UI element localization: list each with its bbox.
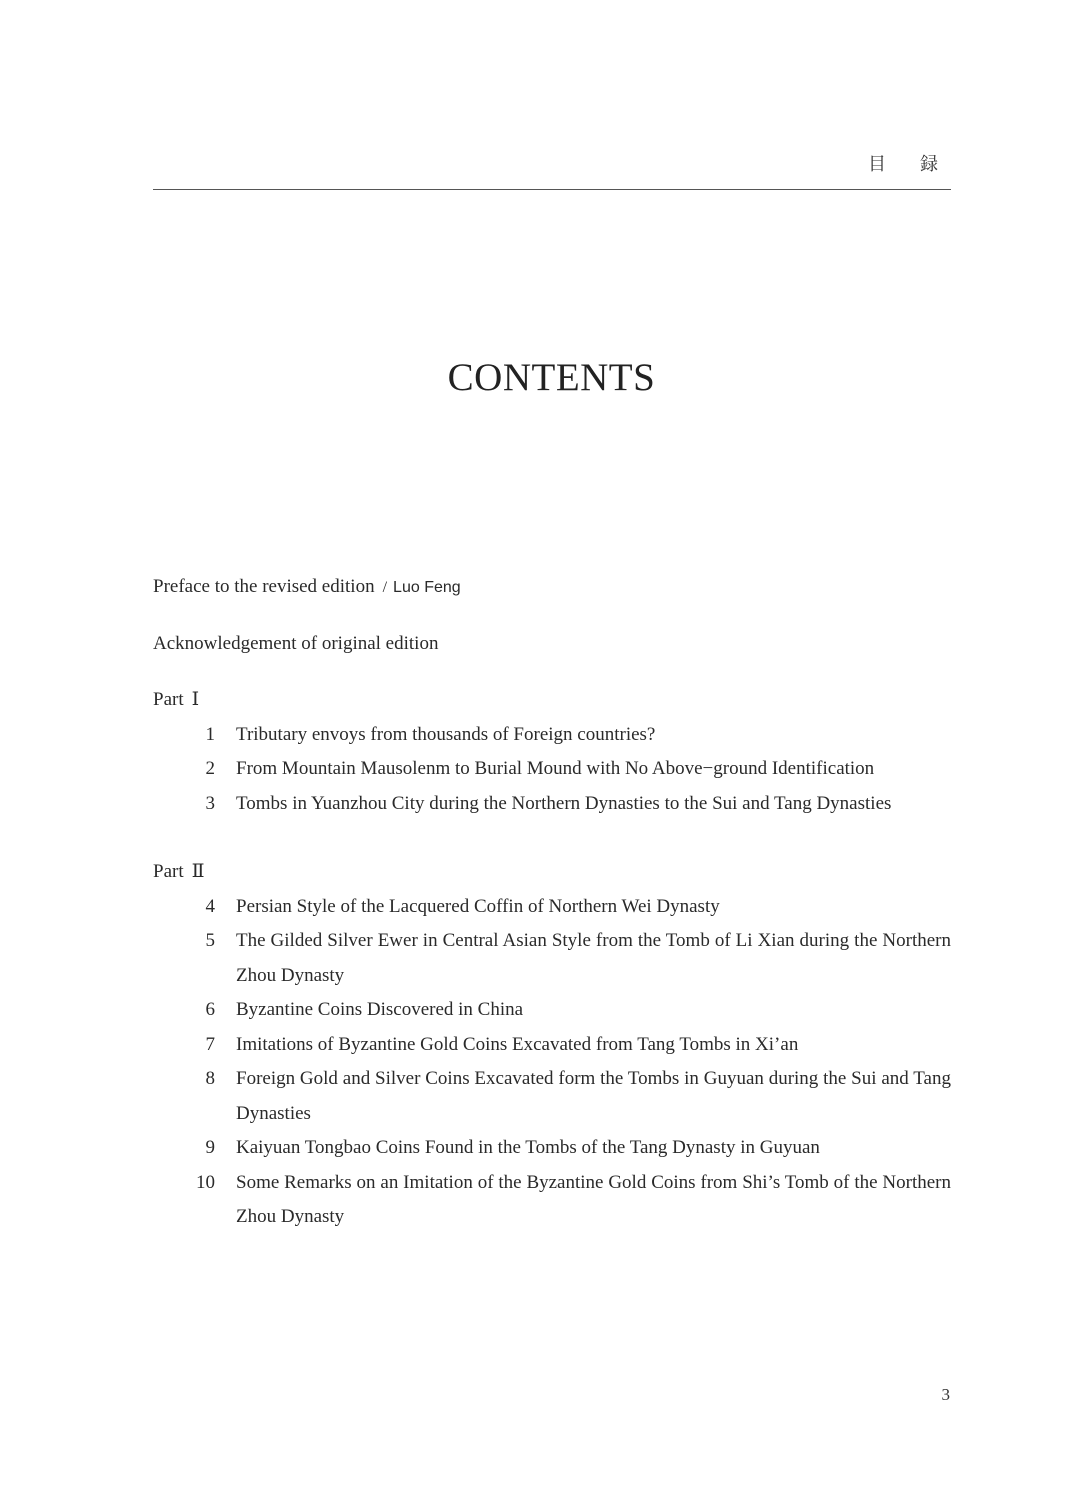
chapter-title: Kaiyuan Tongbao Coins Found in the Tombs of the Tang Dynasty in Guyuan [236,1137,820,1158]
part-numeral: Ⅱ [191,861,205,882]
acknowledgement-label: Acknowledgement of original edition [153,632,439,654]
part-heading-1 [153,683,951,718]
running-header-left: 目 [868,154,886,174]
part-numeral: Ⅰ [191,689,200,710]
chapter-title: Tombs in Yuanzhou City during the Northern Dynasties to the Sui and Tang Dynasties [236,792,892,814]
part-label: Part [153,689,184,710]
preface-label: Preface to the revised edition [153,576,375,597]
chapter-number: 6 [205,999,215,1020]
toc-entry[interactable] [153,1028,951,1063]
toc-entry[interactable] [153,1062,951,1131]
chapter-number: 3 [205,792,215,814]
table-of-contents [153,570,951,1235]
page-title: CONTENTS [447,356,656,399]
page-number: 3 [941,1385,950,1404]
chapter-title: Persian Style of the Lacquered Coffin of Northern Wei Dynasty [236,895,720,917]
toc-entry[interactable] [153,1166,951,1235]
toc-preface[interactable] [153,570,951,605]
toc-acknowledgement[interactable] [153,627,951,662]
chapter-number: 2 [205,758,215,779]
running-header [868,150,938,176]
preface-author: Luo Feng [393,579,461,596]
running-header-right: 録 [920,154,938,174]
chapter-number: 5 [205,930,215,951]
chapter-number: 8 [205,1068,215,1089]
part-label: Part [153,861,184,882]
chapter-title: Imitations of Byzantine Gold Coins Excavated from Tang Tombs in Xi’an [236,1033,799,1055]
toc-entry[interactable] [153,924,951,993]
toc-entry[interactable] [153,787,951,822]
toc-entry[interactable] [153,718,951,753]
author-separator: / [382,579,388,596]
toc-entry[interactable] [153,890,951,925]
chapter-title: Tributary envoys from thousands of Foreign countries? [236,723,656,745]
toc-entry[interactable] [153,1131,951,1166]
header-rule [153,189,951,190]
toc-entry[interactable] [153,993,951,1028]
chapter-number: 7 [205,1033,215,1055]
chapter-title: Byzantine Coins Discovered in China [236,999,524,1020]
chapter-number: 9 [205,1137,215,1158]
chapter-title: From Mountain Mausolenm to Burial Mound with No Above−ground Identification [236,758,875,779]
chapter-number: 4 [205,895,215,917]
chapter-title: Some Remarks on an Imitation of the Byzantine Gold Coins from Shi’s Tomb of the Northern Zhou Dynasty [236,1171,951,1227]
chapter-title: The Gilded Silver Ewer in Central Asian Style from the Tomb of Li Xian during the Northern Zhou Dynasty [236,930,951,986]
toc-entry[interactable] [153,752,951,787]
chapter-number: 10 [196,1171,215,1193]
chapter-title: Foreign Gold and Silver Coins Excavated form the Tombs in Guyuan during the Sui and Tang Dynasties [236,1068,951,1124]
part-heading-2 [153,855,951,890]
chapter-number: 1 [205,723,215,745]
